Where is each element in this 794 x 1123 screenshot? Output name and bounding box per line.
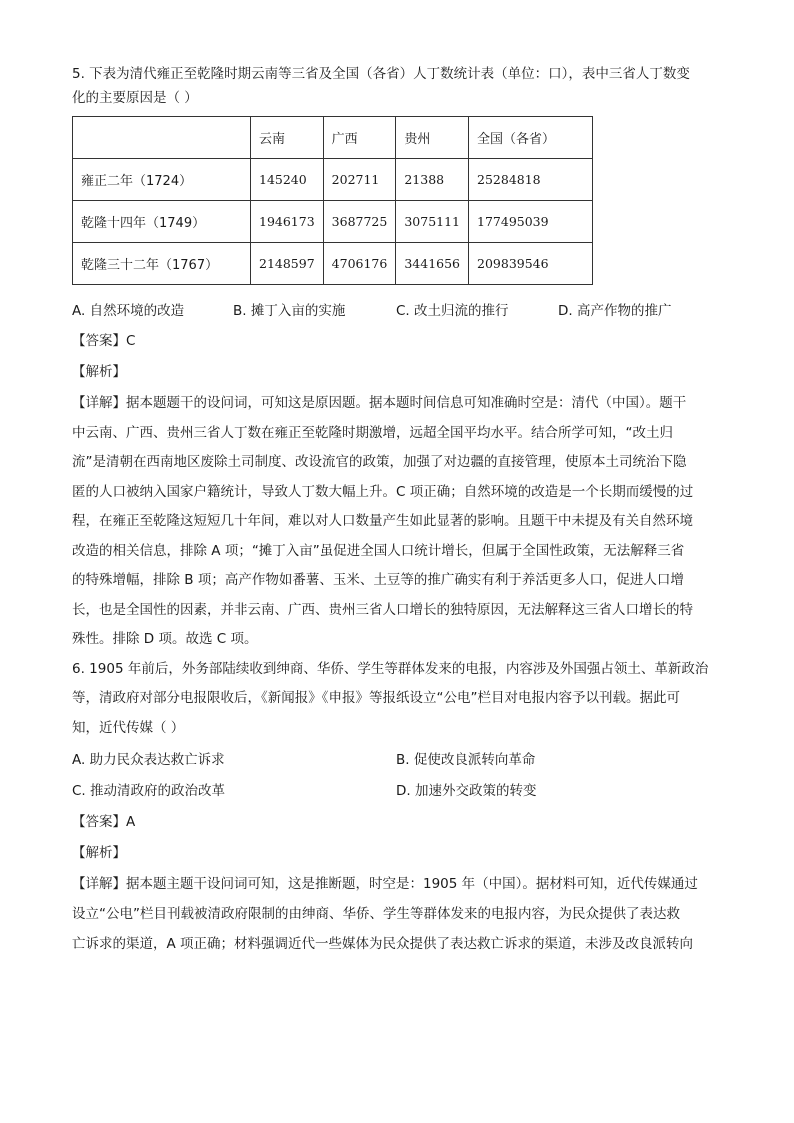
option-a: A. 助力民众表达救亡诉求 — [72, 752, 225, 768]
table-cell: 乾隆三十二年（1767） — [73, 243, 251, 285]
detail-line: 殊性。排除 D 项。故选 C 项。 — [72, 631, 258, 647]
question-6-stem-line: 知，近代传媒（ ） — [72, 719, 185, 736]
question-5-detail — [72, 389, 724, 655]
table-cell: 2148597 — [251, 243, 324, 285]
answer-label: 【答案】 — [72, 814, 126, 830]
table-cell: 209839546 — [469, 243, 593, 285]
table-cell: 4706176 — [323, 243, 396, 285]
table-header-cell: 广西 — [323, 117, 396, 159]
detail-line: 设立“公电”栏目刊载被清政府限制的由绅商、华侨、学生等群体发来的电报内容，为民众提供了表达救 — [72, 906, 680, 922]
question-6-answer — [72, 807, 724, 838]
table-cell: 乾隆十四年（1749） — [73, 201, 251, 243]
answer-value: A — [126, 814, 136, 830]
question-6-analysis-label: 【解析】 — [72, 845, 126, 861]
detail-line: 【详解】据本题题干的设问词，可知这是原因题。据本题时间信息可知准确时空是：清代（中国）。题干 — [72, 395, 687, 411]
answer-label: 【答案】 — [72, 333, 126, 349]
detail-line: 中云南、广西、贵州三省人丁数在雍正至乾隆时期激增，远超全国平均水平。结合所学可知，“改土归 — [72, 424, 673, 441]
question-5-analysis-label: 【解析】 — [72, 364, 126, 380]
option-d: D. 高产作物的推广 — [558, 303, 672, 319]
question-5 — [72, 62, 724, 655]
detail-line: 程，在雍正至乾隆这短短几十年间，难以对人口数量产生如此显著的影响。且题干中未提及有关自然环境 — [72, 513, 693, 529]
question-5-options — [72, 299, 724, 323]
population-table — [72, 116, 593, 285]
option-a: A. 自然环境的改造 — [72, 303, 185, 319]
question-5-answer — [72, 329, 724, 353]
question-6-options — [72, 745, 724, 807]
option-b: B. 促使改良派转向革命 — [396, 752, 536, 768]
question-6-stem-line: 等，清政府对部分电报限收后，《新闻报》《申报》等报纸设立“公电”栏目对电报内容予以刊载。据此可 — [72, 690, 680, 706]
table-cell: 21388 — [396, 159, 469, 201]
table-header-cell: 贵州 — [396, 117, 469, 159]
table-row — [73, 243, 593, 285]
option-c: C. 推动清政府的政治改革 — [72, 783, 226, 799]
table-header-row — [73, 117, 593, 159]
document-page — [72, 62, 724, 959]
table-header-cell — [73, 117, 251, 159]
table-header-cell: 全国（各省） — [469, 117, 593, 159]
table-row — [73, 159, 593, 201]
option-d: D. 加速外交政策的转变 — [396, 783, 537, 799]
table-cell: 177495039 — [469, 201, 593, 243]
detail-line: 的特殊增幅，排除 B 项；高产作物如番薯、玉米、土豆等的推广确实有利于养活更多人口，促进人口增 — [72, 572, 684, 588]
table-cell: 3687725 — [323, 201, 396, 243]
detail-line: 【详解】据本题主题干设问词可知，这是推断题，时空是：1905 年（中国）。据材料可知，近代传媒通过 — [72, 876, 698, 892]
table-cell: 3441656 — [396, 243, 469, 285]
question-6 — [72, 655, 724, 960]
detail-line: 流”是清朝在西南地区废除土司制度、改设流官的政策，加强了对边疆的直接管理，使原本土司统治下隐 — [72, 454, 687, 470]
table-cell: 25284818 — [469, 159, 593, 201]
question-6-stem-line: 6. 1905 年前后，外务部陆续收到绅商、华侨、学生等群体发来的电报，内容涉及外国强占领土、革新政治 — [72, 660, 709, 677]
detail-line: 亡诉求的渠道，A 项正确；材料强调近代一些媒体为民众提供了表达救亡诉求的渠道，未涉及改良派转向 — [72, 936, 694, 952]
table-header-cell: 云南 — [251, 117, 324, 159]
table-cell: 1946173 — [251, 201, 324, 243]
question-5-stem-line-2: 化的主要原因是（ ） — [72, 90, 198, 106]
table-cell: 雍正二年（1724） — [73, 159, 251, 201]
detail-line: 匿的人口被纳入国家户籍统计，导致人丁数大幅上升。C 项正确；自然环境的改造是一个长期而缓慢的过 — [72, 483, 694, 500]
question-6-detail — [72, 869, 724, 959]
table-cell: 145240 — [251, 159, 324, 201]
answer-value: C — [126, 333, 136, 349]
table-cell: 3075111 — [396, 201, 469, 243]
detail-line: 长，也是全国性的因素，并非云南、广西、贵州三省人口增长的独特原因，无法解释这三省人口增长的特 — [72, 601, 693, 618]
option-b: B. 摊丁入亩的实施 — [233, 303, 346, 319]
table-cell: 202711 — [323, 159, 396, 201]
table-row — [73, 201, 593, 243]
detail-line: 改造的相关信息，排除 A 项；“摊丁入亩”虽促进全国人口统计增长，但属于全国性政策，无法解释三省 — [72, 542, 685, 559]
option-c: C. 改土归流的推行 — [396, 303, 509, 319]
question-5-stem-line-1: 5. 下表为清代雍正至乾隆时期云南等三省及全国（各省）人丁数统计表（单位：口），表中三省人丁数变 — [72, 66, 690, 82]
